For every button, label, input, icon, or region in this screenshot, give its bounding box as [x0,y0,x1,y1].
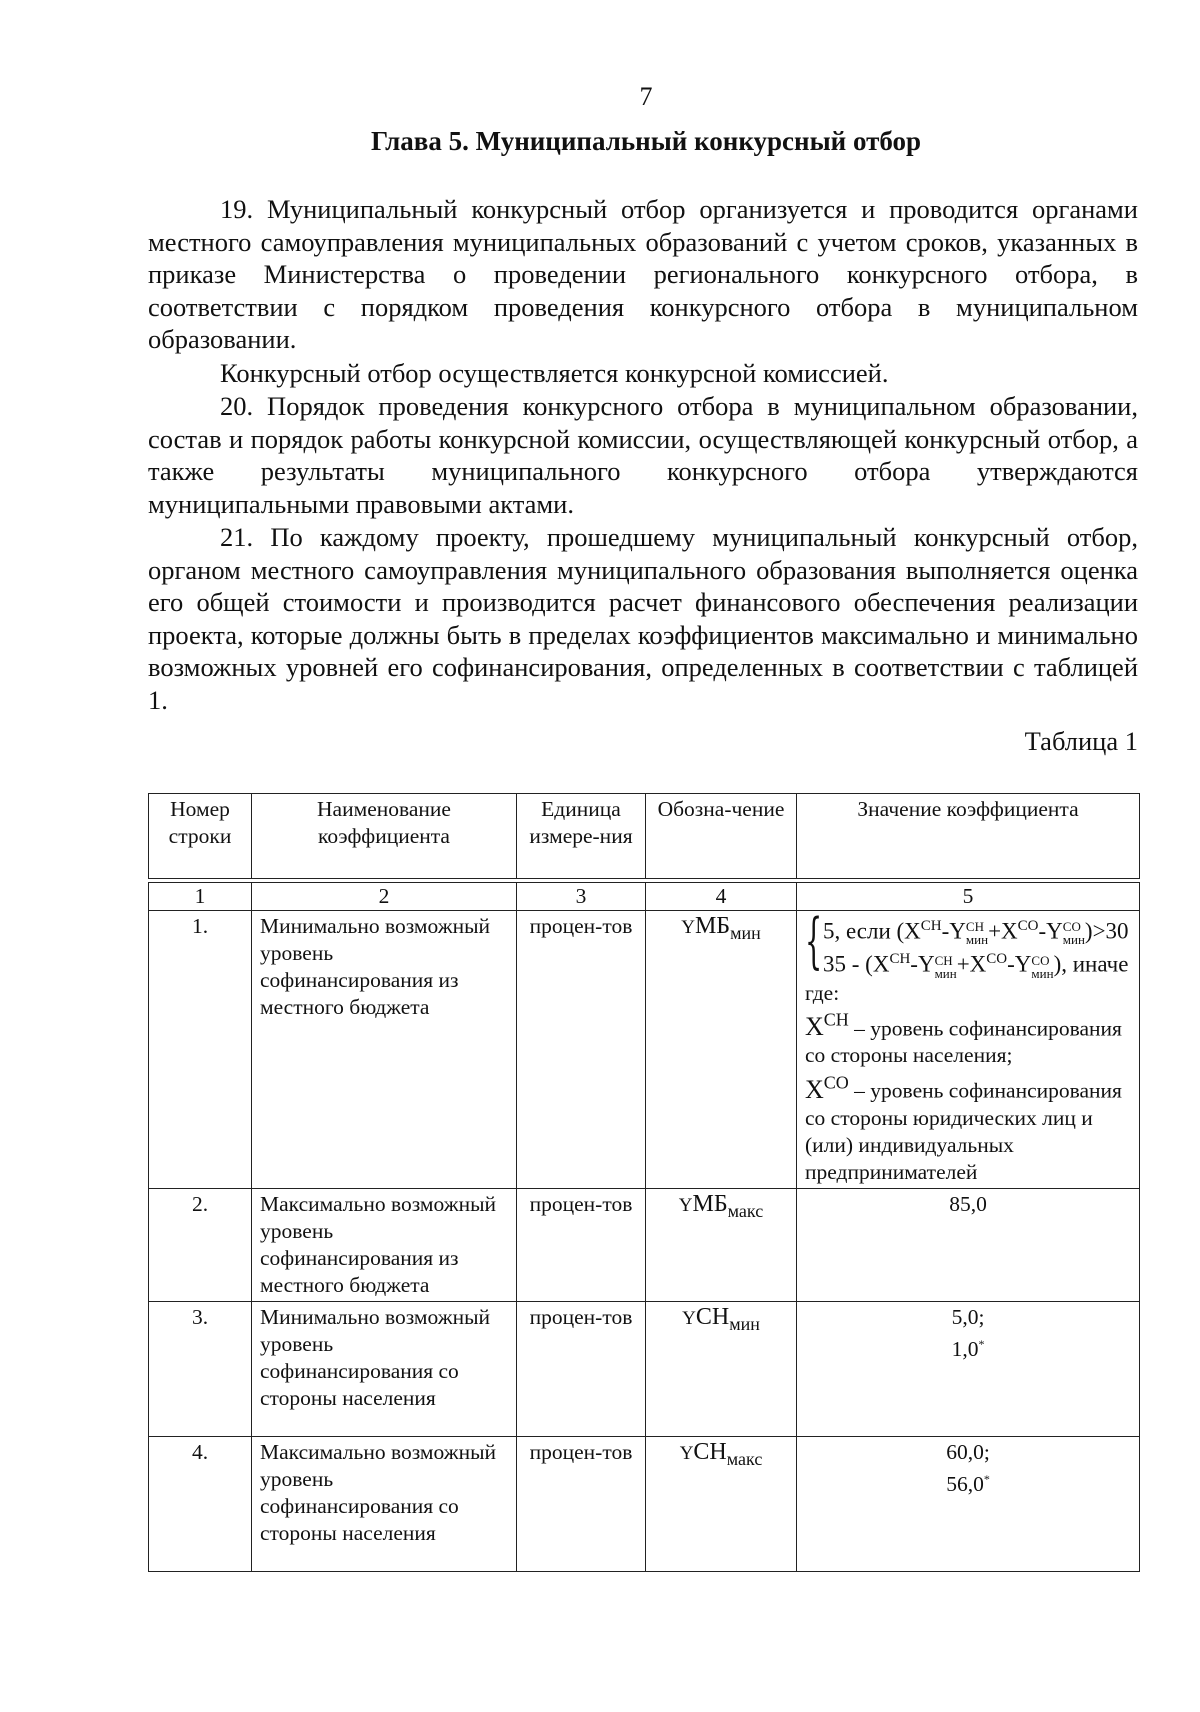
coefficient-unit: процен-тов [517,1437,646,1572]
row-number: 3. [149,1302,252,1437]
header-value: Значение коэффициента [797,794,1140,879]
column-number-2: 2 [252,883,517,911]
formula-sup: СО [1017,918,1039,934]
row-number: 1. [149,911,252,1189]
paragraph-commission-text: Конкурсный отбор осуществляется конкурсной комиссией. [220,358,889,388]
symbol-sub: мин [730,922,761,943]
paragraph-19 [148,193,1138,356]
column-number-4: 4 [646,883,797,911]
coefficient-value [797,906,1140,1189]
table-row [149,911,1140,1189]
supsub-bottom: мин [965,932,989,948]
coefficient-name: Максимально возможный уровень софинансирования из местного бюджета [252,1189,517,1302]
value-line-1: 60,0; [946,1440,990,1465]
def-co-text: – уровень софинансирования со стороны юридических лиц и (или) индивидуальных предпринимателей [805,1079,1122,1185]
supsub-bottom: мин [1062,932,1085,948]
table-header-row [149,794,1140,879]
formula-2-end: ), иначе [1053,952,1129,978]
table-row [149,1189,1140,1302]
symbol-base: МБ [694,913,731,939]
coefficient-symbol: $YСН_{мин}$ [646,1302,797,1437]
formula-supsub [966,920,988,946]
coefficient-value [797,1437,1140,1572]
formula-supsub [1063,920,1085,946]
coefficient-unit: процен-тов [517,1189,646,1302]
column-number-3: 3 [517,883,646,911]
formula-block [805,906,1131,981]
value-line-2 [805,1331,1131,1363]
supsub-top: СО [1062,919,1081,935]
where-label: где: [805,980,840,1005]
paragraph-19-text: 19. Муниципальный конкурсный отбор организуется и проводится органами местного самоуправления муниципальных образований с учетом сроков, указанных в приказе Министерства о проведении регионального конкурсного отбора, в соответствии с порядком проведения конкурсного отбора в муниципальном образовании. [148,194,1138,354]
chapter-title: Глава 5. Муниципальный конкурсный отбор [370,126,922,156]
brace-icon: { [805,906,823,976]
paragraph-20-text: 20. Порядок проведения конкурсного отбора в муниципальном образовании, состав и порядок работы конкурсной комиссии, осуществляющей конкурсный отбор, а также результаты муниципального конкурсного отбора утверждаются муниципальными правовыми актами. [148,391,1138,519]
formula-supsub [1031,954,1053,980]
value-line-2-text: 1,0 [951,1337,979,1362]
coefficient-value [797,1302,1140,1437]
formula-line-1: 5, если ($X^{СН}$-YСН $мин+X^{СО}$-YСО мин)>30 [823,918,1129,948]
footnote-asterisk: * [978,1337,985,1352]
formula-sup: СН [920,918,942,934]
coefficient-unit: процен-тов [517,1302,646,1437]
column-number-row [149,883,1140,911]
formula-sup: СО [986,951,1008,968]
formula-1-end: )>30 [1084,918,1129,944]
paragraph-20 [148,390,1138,520]
paragraph-21-text: 21. По каждому проекту, прошедшему муниципальный конкурсный отбор, органом местного самоуправления муниципального образования выполняется оценка его общей стоимости и производится расчет финансового обеспечения реализации проекта, которые должны быть в пределах коэффициентов максимально и минимально возможных уровней его софинансирования, определенных в соответствии с таблицей 1. [148,522,1138,715]
value-line-1: 5,0; [951,1305,985,1330]
table-row [149,1302,1140,1437]
table-label: Таблица 1 [1024,726,1138,756]
def-co-sup: СО [823,1072,849,1093]
paragraph-commission [148,357,1138,390]
formula-sup: СН [889,951,911,968]
coefficient-symbol: $YМБ_{макс}$ [646,1189,797,1302]
column-number-5: 5 [797,883,1140,911]
symbol-sub: макс [726,1448,763,1469]
footnote-asterisk: * [983,1472,990,1487]
supsub-top: СН [934,952,953,968]
definition-co: $X^{СО}$ – уровень софинансирования со стороны юридических лиц и (или) индивидуальных предпринимателей [805,1072,1122,1185]
coefficient-value: 85,0 [797,1189,1140,1302]
page-number: 7 [639,82,653,111]
def-ch-sup: СН [823,1009,849,1030]
supsub-top: СО [1031,952,1050,968]
value-line-2-text: 56,0 [946,1472,984,1497]
header-unit: Единица измере-ния [517,794,646,879]
supsub-top: СН [965,919,984,935]
row-number: 4. [149,1437,252,1572]
formula-supsub [935,954,957,980]
column-number-1: 1 [149,883,252,911]
coefficient-table [148,793,1140,1572]
definition-ch: $X^{СН}$ – уровень софинансирования со стороны населения; [805,1009,1122,1068]
symbol-base: МБ [692,1191,728,1218]
row-number: 2. [149,1189,252,1302]
coefficient-symbol: $YМБ_{мин}$ [646,911,797,1189]
def-ch-text: – уровень софинансирования со стороны населения; [805,1016,1122,1068]
symbol-base: СН [695,1304,730,1331]
coefficient-name: Минимально возможный уровень софинансирования из местного бюджета [252,911,517,1189]
formula-line-2: $35 - (X^{СН}$-YСН $мин+X^{СО}$-YСО мин), иначе [823,951,1129,981]
formula-2-start: 35 - (X [823,952,890,978]
coefficient-unit: процен-тов [517,911,646,1189]
header-symbol: Обозна-чение [646,794,797,879]
table-row [149,1437,1140,1572]
coefficient-name: Максимально возможный уровень софинансирования со стороны населения [252,1437,517,1572]
value-line-2 [805,1466,1131,1498]
paragraph-21 [148,521,1138,716]
coefficient-symbol: $YСН_{макс}$ [646,1437,797,1572]
coefficient-name: Минимально возможный уровень софинансирования со стороны населения [252,1302,517,1437]
symbol-sub: мин [729,1313,760,1334]
header-row-number: Номер строки [149,794,252,879]
supsub-bottom: мин [934,965,957,981]
symbol-sub: макс [727,1200,764,1221]
supsub-bottom: мин [1031,965,1054,981]
formula-1-start: 5, если (X [823,918,921,944]
header-coefficient-name: Наименование коэффициента [252,794,517,879]
symbol-base: СН [693,1439,727,1466]
